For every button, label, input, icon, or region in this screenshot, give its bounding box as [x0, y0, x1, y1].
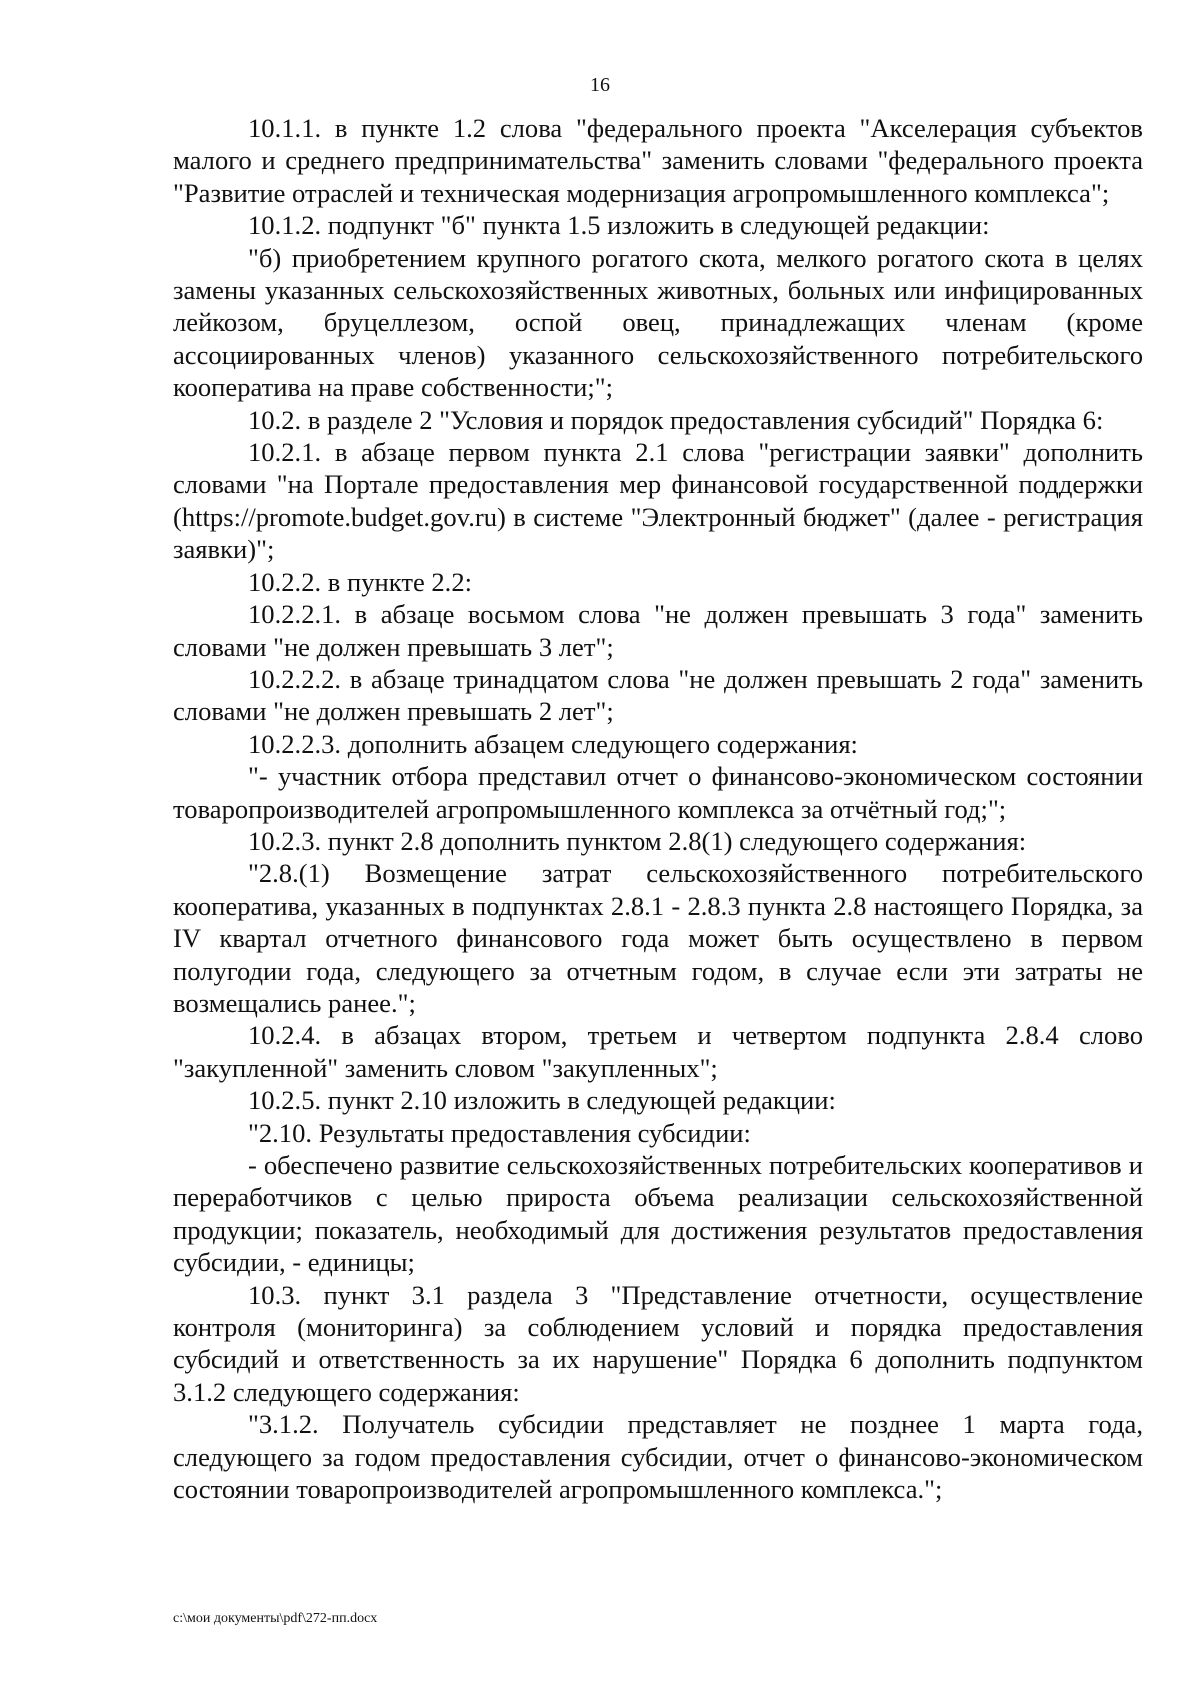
paragraph-10-1-2: 10.1.2. подпункт "б" пункта 1.5 изложить в следующей редакции: [248, 210, 990, 241]
paragraph-10-2-2-1: 10.2.2.1. в абзаце восьмом слова "не должен превышать 3 года" заменить словами "не должен превышать 3 лет"; [173, 599, 1143, 662]
paragraph-10-2-2: 10.2.2. в пункте 2.2: [248, 566, 473, 597]
paragraph-10-2-3: 10.2.3. пункт 2.8 дополнить пунктом 2.8(1) следующего содержания: [248, 825, 1027, 856]
paragraph-quote-2-8-1: "2.8.(1) Возмещение затрат сельскохозяйственного потребительского кооператива, указанных в подпунктах 2.8.1 - 2.8.3 пункта 2.8 настоящего Порядка, за IV квартал отчетного финансового года может быть осуществлено в первом полугодии года, следующего за отчетным годом, в случае если эти затраты не возмещались ранее."; [173, 858, 1143, 1018]
paragraph-10-1-1: 10.1.1. в пункте 1.2 слова "федерального проекта "Акселерация субъектов малого и среднего предпринимательства" заменить словами "федерального проекта "Развитие отраслей и техническая модернизация агропромышленного комплекса"; [173, 113, 1143, 208]
footer-file-path: c:\мои документы\pdf\272-пп.docx [173, 1611, 378, 1626]
paragraph-10-2-2-2: 10.2.2.2. в абзаце тринадцатом слова "не должен превышать 2 года" заменить словами "не должен превышать 2 лет"; [173, 663, 1143, 727]
paragraph-10-2-4: 10.2.4. в абзацах втором, третьем и четвертом подпункта 2.8.4 слово "закупленной" заменить словом "закупленных"; [173, 1020, 1143, 1083]
paragraph-quote-2-10: "2.10. Результаты предоставления субсидии: [248, 1117, 751, 1148]
paragraph-quote-b: "б) приобретением крупного рогатого скота, мелкого рогатого скота в целях замены указанных сельскохозяйственных животных, больных или инфицированных лейкозом, бруцеллезом, оспой овец, принадлежащих членам (кроме ассоциированных членов) указанного сельскохозяйственного потребительского кооператива на праве собственности;"; [173, 242, 1143, 403]
document-body [173, 112, 1143, 1505]
paragraph-quote-3-1-2: "3.1.2. Получатель субсидии представляет не позднее 1 марта года, следующего за годом предоставления субсидии, отчет о финансово-экономическом состоянии товаропроизводителей агропромышленного комплекса."; [173, 1409, 1143, 1505]
paragraph-10-2-2-3: 10.2.2.3. дополнить абзацем следующего содержания: [248, 728, 858, 759]
paragraph-result-bullet: - обеспечено развитие сельскохозяйственных потребительских кооперативов и переработчиков с целью прироста объема реализации сельскохозяйственной продукции; показатель, необходимый для достижения результатов предоставления субсидии, - единицы; [173, 1150, 1143, 1278]
paragraph-10-2: 10.2. в разделе 2 "Условия и порядок предоставления субсидий" Порядка 6: [248, 404, 1104, 435]
paragraph-10-2-5: 10.2.5. пункт 2.10 изложить в следующей редакции: [248, 1085, 836, 1116]
page-number: 16 [590, 74, 610, 96]
paragraph-10-2-1: 10.2.1. в абзаце первом пункта 2.1 слова "регистрации заявки" дополнить словами "на Портале предоставления мер финансовой государственной поддержки (https://promote.budget.gov.ru) в системе "Электронный бюджет" (далее - регистрация заявки)"; [173, 437, 1143, 565]
paragraph-10-3: 10.3. пункт 3.1 раздела 3 "Представление отчетности, осуществление контроля (мониторинга) за соблюдением условий и порядка предоставления субсидий и ответственность за их нарушение" Порядка 6 дополнить подпунктом 3.1.2 следующего содержания: [173, 1279, 1143, 1407]
paragraph-quote-participant: "- участник отбора представил отчет о финансово-экономическом состоянии товаропроизводителей агропромышленного комплекса за отчётный год;"; [173, 761, 1143, 824]
